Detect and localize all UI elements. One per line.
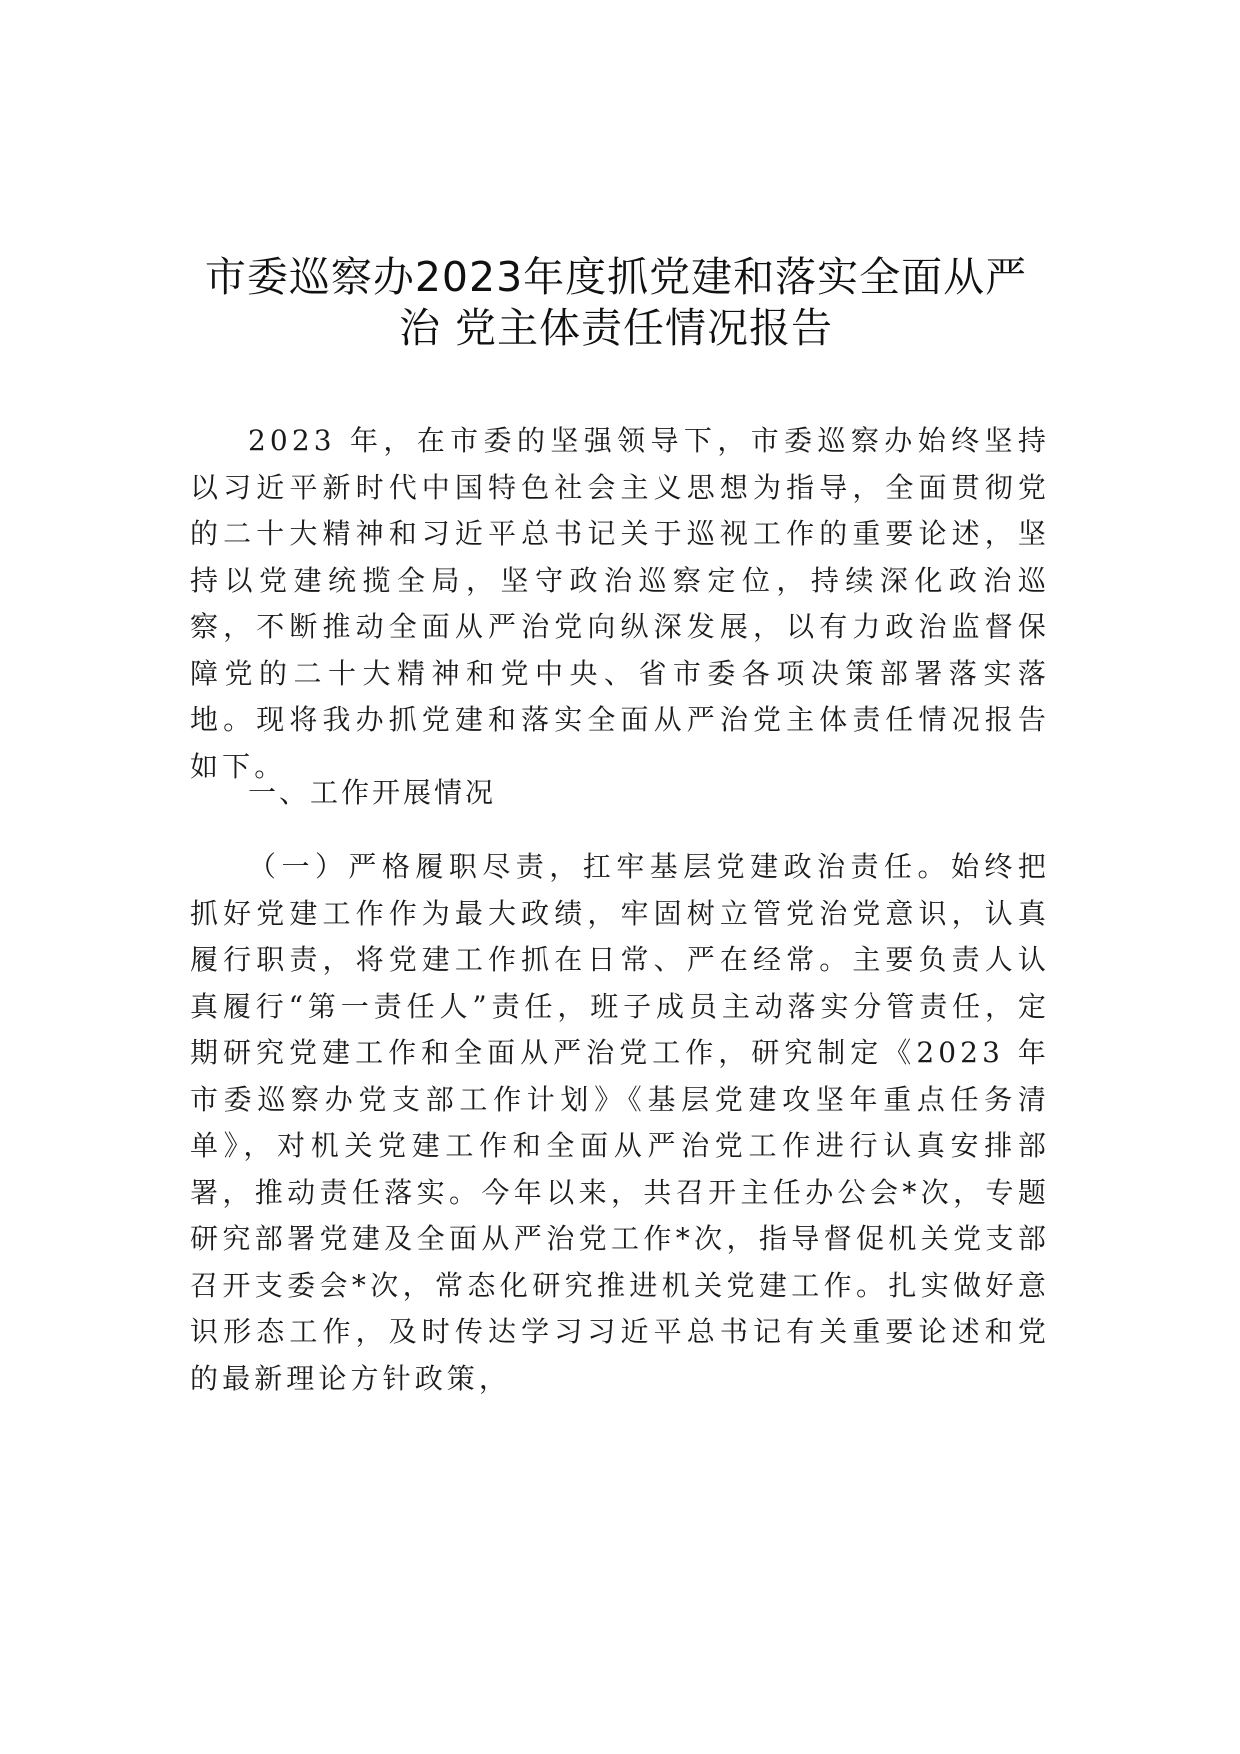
title-line-2: 治 党主体责任情况报告 [398, 304, 834, 352]
section-heading: 一、工作开展情况 [248, 776, 497, 809]
intro-paragraph: 2023 年，在市委的坚强领导下，市委巡察办始终坚持以习近平新时代中国特色社会主义思想为指导，全面贯彻党的二十大精神和习近平总书记关于巡视工作的重要论述，坚持以党建统揽全局，坚守政治巡察定位，持续深化政治巡察，不断推动全面从严治党向纵深发展，以有力政治监督保障党的二十大精神和党中央、省市委各项决策部署落实落地。现将我办抓党建和落实全面从严治党主体责任情况报告如下。 [190, 424, 1050, 783]
title-line-1: 市委巡察办2023年度抓党建和落实全面从严 [204, 253, 1028, 301]
document-title [186, 252, 1046, 354]
section-paragraph: （一）严格履职尽责，扛牢基层党建政治责任。始终把抓好党建工作作为最大政绩，牢固树立管党治党意识，认真履行职责，将党建工作抓在日常、严在经常。主要负责人认真履行“第一责任人”责任，班子成员主动落实分管责任，定期研究党建工作和全面从严治党工作，研究制定《2023 年市委巡察办党支部工作计划》《基层党建攻坚年重点任务清单》，对机关党建工作和全面从严治党工作进行认真安排部署，推动责任落实。今年以来，共召开主任办公会*次，专题研究部署党建及全面从严治党工作*次，指导督促机关党支部召开支委会*次，常态化研究推进机关党建工作。扎实做好意识形态工作，及时传达学习习近平总书记有关重要论述和党的最新理论方针政策， [190, 850, 1050, 1395]
